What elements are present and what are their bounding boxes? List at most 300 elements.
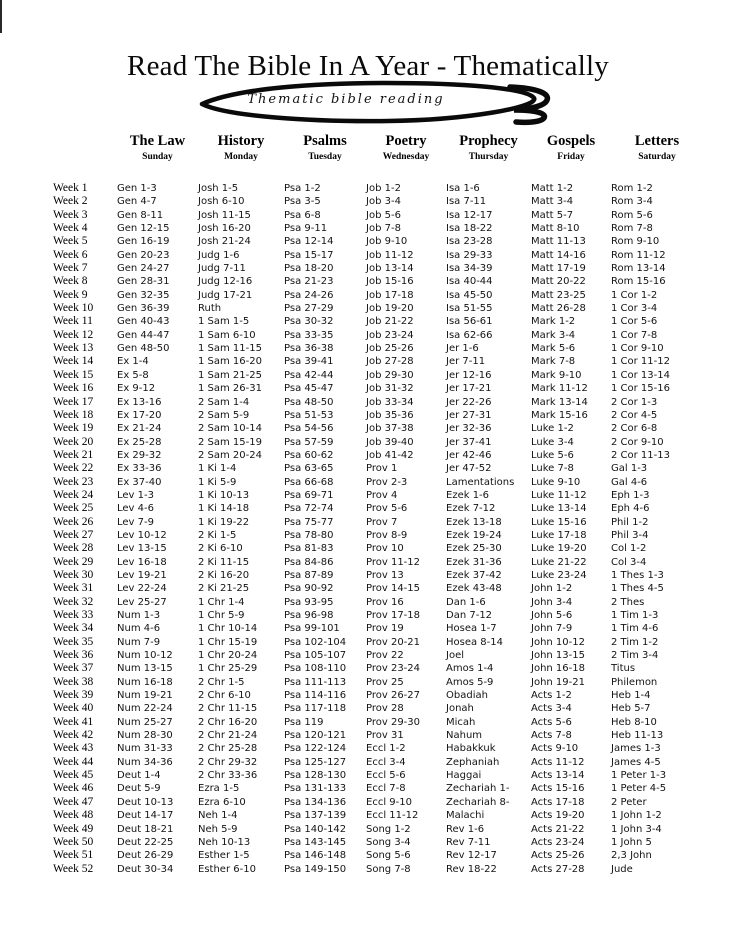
reading-cell: 2 Chr 29-32	[198, 756, 258, 768]
reading-cell: Neh 10-13	[198, 836, 251, 848]
column-header-day: Friday	[557, 152, 585, 162]
reading-cell: Psa 6-8	[284, 209, 321, 221]
reading-cell: John 7-9	[531, 623, 573, 635]
reading-cell: Acts 13-14	[531, 770, 585, 782]
reading-cell: Psa 105-107	[284, 650, 347, 662]
reading-cell: 1 Chr 5-9	[198, 610, 245, 621]
reading-cell: Psa 149-150	[284, 863, 347, 875]
week-label: Week 11	[53, 315, 93, 328]
reading-cell: Rom 13-14	[611, 263, 666, 275]
reading-cell: Eph 1-3	[611, 489, 650, 501]
reading-cell: Job 29-30	[366, 369, 414, 381]
reading-cell: Mark 13-14	[531, 396, 588, 408]
reading-cell: 2 Chr 11-15	[198, 703, 258, 715]
reading-cell: Hosea 1-7	[446, 623, 497, 635]
reading-cell: Acts 19-20	[531, 810, 585, 822]
column-header-label: History	[217, 133, 265, 149]
reading-cell: Prov 31	[366, 730, 404, 742]
reading-cell: Psa 9-11	[284, 223, 328, 235]
reading-cell: Rom 11-12	[611, 249, 666, 261]
table-row	[53, 823, 713, 836]
week-label: Week 22	[53, 462, 94, 475]
reading-cell: 1 Ki 10-13	[198, 489, 250, 501]
reading-cell: Prov 25	[366, 676, 404, 688]
reading-cell: Deut 18-21	[117, 823, 174, 835]
week-label: Week 16	[53, 382, 94, 395]
column-header-prophecy	[446, 133, 531, 165]
reading-cell: 1 Sam 16-20	[198, 356, 262, 368]
reading-cell: John 13-15	[531, 650, 585, 662]
reading-cell: John 5-6	[531, 610, 573, 621]
reading-cell: Prov 8-9	[366, 529, 408, 541]
reading-cell: Ezek 7-12	[446, 503, 496, 515]
table-row	[53, 235, 713, 248]
column-header-day: Wednesday	[382, 152, 430, 162]
reading-cell: 1 John 3-4	[611, 823, 662, 835]
reading-cell: 2,3 John	[611, 850, 652, 862]
week-label: Week 49	[53, 822, 94, 835]
reading-cell: Num 4-6	[117, 623, 161, 635]
week-label: Week 50	[53, 835, 94, 848]
week-label: Week 7	[53, 262, 88, 275]
column-header-label: Poetry	[385, 133, 427, 149]
table-row	[53, 662, 713, 675]
reading-cell: Psa 84-86	[284, 556, 334, 568]
reading-cell: Mark 15-16	[531, 409, 588, 421]
reading-cell: Acts 5-6	[531, 716, 572, 728]
reading-cell: Isa 40-44	[446, 276, 493, 288]
reading-cell: Job 37-38	[366, 423, 414, 435]
reading-cell: Rom 3-4	[611, 196, 653, 208]
reading-cell: Malachi	[446, 810, 485, 822]
week-label: Week 31	[53, 582, 94, 595]
table-rows	[53, 182, 713, 876]
reading-cell: Amos 5-9	[446, 676, 494, 688]
week-label: Week 3	[53, 208, 88, 221]
reading-cell: 1 Ki 5-9	[198, 476, 237, 488]
reading-cell: Psa 39-41	[284, 356, 334, 368]
reading-cell: Mark 5-6	[531, 343, 576, 355]
reading-cell: Acts 15-16	[531, 783, 585, 795]
reading-cell: 1 Sam 21-25	[198, 369, 262, 381]
reading-cell: Zechariah 8-	[446, 796, 510, 808]
reading-cell: Philemon	[611, 676, 658, 688]
reading-cell: 2 Peter	[611, 796, 647, 808]
reading-cell: 2 Sam 1-4	[198, 396, 250, 408]
reading-cell: 2 Chr 1-5	[198, 676, 245, 688]
reading-cell: 2 Chr 6-10	[198, 690, 251, 702]
reading-cell: Psa 90-92	[284, 583, 334, 595]
table-row	[53, 529, 713, 542]
reading-cell: 2 Cor 4-5	[611, 409, 658, 421]
reading-cell: Deut 5-9	[117, 783, 161, 795]
table-row	[53, 182, 713, 195]
reading-cell: Acts 11-12	[531, 756, 585, 768]
reading-cell: Ezek 43-48	[446, 583, 502, 595]
table-row	[53, 609, 713, 622]
reading-cell: Prov 2-3	[366, 476, 408, 488]
reading-cell: Matt 3-4	[531, 196, 574, 208]
week-label: Week 39	[53, 689, 94, 702]
reading-cell: Psa 18-20	[284, 263, 334, 275]
reading-cell: Jer 7-11	[446, 356, 486, 368]
reading-cell: Ezek 13-18	[446, 516, 502, 528]
table-row	[53, 836, 713, 849]
column-header-day: Tuesday	[308, 152, 342, 162]
reading-cell: Gen 28-31	[117, 276, 170, 288]
reading-cell: 1 Tim 4-6	[611, 623, 659, 635]
reading-cell: 2 Thes	[611, 596, 645, 608]
reading-cell: Gal 4-6	[611, 476, 648, 488]
reading-cell: Psa 45-47	[284, 383, 334, 395]
week-label: Week 33	[53, 609, 94, 621]
reading-cell: Rom 15-16	[611, 276, 666, 288]
reading-cell: Psa 24-26	[284, 289, 334, 301]
reading-cell: Acts 1-2	[531, 690, 572, 702]
reading-cell: Eccl 5-6	[366, 770, 406, 782]
reading-cell: Psa 66-68	[284, 476, 334, 488]
reading-cell: Rom 1-2	[611, 183, 653, 194]
reading-cell: 1 Cor 7-8	[611, 329, 658, 341]
reading-cell: Num 22-24	[117, 703, 173, 715]
reading-cell: Deut 30-34	[117, 863, 174, 875]
reading-cell: Heb 8-10	[611, 716, 657, 728]
reading-cell: Ex 17-20	[117, 409, 162, 421]
reading-cell: Deut 14-17	[117, 810, 174, 822]
reading-cell: Psa 119	[284, 716, 324, 728]
reading-cell: Psa 102-104	[284, 636, 347, 648]
week-label: Week 52	[53, 862, 94, 875]
reading-cell: Eccl 11-12	[366, 810, 419, 822]
table-row	[53, 729, 713, 742]
reading-cell: Psa 140-142	[284, 823, 347, 835]
reading-cell: Luke 23-24	[531, 569, 587, 581]
reading-cell: Esther 6-10	[198, 863, 256, 875]
reading-cell: Psa 57-59	[284, 436, 334, 448]
reading-cell: Ezek 37-42	[446, 569, 502, 581]
reading-cell: Gen 36-39	[117, 303, 170, 315]
reading-cell: Dan 1-6	[446, 596, 486, 608]
reading-cell: Esther 1-5	[198, 850, 250, 862]
reading-cell: Song 5-6	[366, 850, 411, 862]
reading-cell: Gen 16-19	[117, 236, 170, 248]
reading-cell: 1 Chr 1-4	[198, 596, 245, 608]
week-label: Week 14	[53, 355, 94, 368]
table-row	[53, 769, 713, 782]
reading-cell: Ex 29-32	[117, 449, 162, 461]
table-row	[53, 476, 713, 489]
reading-cell: Psa 54-56	[284, 423, 334, 435]
week-label: Week 29	[53, 555, 94, 568]
reading-cell: Obadiah	[446, 690, 488, 702]
column-header-day: Sunday	[142, 152, 173, 162]
week-label: Week 32	[53, 595, 94, 608]
week-label: Week 38	[53, 675, 94, 688]
reading-cell: Prov 17-18	[366, 610, 421, 621]
reading-cell: Job 27-28	[366, 356, 414, 368]
reading-cell: Matt 1-2	[531, 183, 574, 194]
reading-cell: Job 41-42	[366, 449, 414, 461]
reading-cell: Matt 26-28	[531, 303, 586, 315]
reading-cell: Ex 9-12	[117, 383, 156, 395]
table-row	[53, 409, 713, 422]
reading-cell: Jer 27-31	[446, 409, 492, 421]
reading-cell: Gen 1-3	[117, 183, 157, 194]
reading-cell: Ezek 25-30	[446, 543, 502, 555]
reading-cell: Psa 1-2	[284, 183, 321, 194]
reading-cell: Ezek 31-36	[446, 556, 502, 568]
table-row	[53, 422, 713, 435]
reading-cell: Psa 117-118	[284, 703, 347, 715]
table-row	[53, 596, 713, 609]
reading-cell: Deut 26-29	[117, 850, 174, 862]
reading-cell: 1 Cor 3-4	[611, 303, 658, 315]
reading-cell: Psa 48-50	[284, 396, 334, 408]
reading-cell: Ex 5-8	[117, 369, 149, 381]
reading-cell: Psa 99-101	[284, 623, 340, 635]
reading-cell: 2 Cor 1-3	[611, 396, 658, 408]
week-label: Week 48	[53, 809, 94, 822]
reading-cell: Psa 75-77	[284, 516, 334, 528]
reading-cell: Prov 19	[366, 623, 404, 635]
reading-cell: Rev 7-11	[446, 836, 491, 848]
week-label: Week 5	[53, 235, 88, 248]
reading-cell: Jer 37-41	[446, 436, 492, 448]
reading-cell: Gen 24-27	[117, 263, 170, 275]
reading-cell: Jonah	[446, 703, 474, 715]
reading-cell: Eccl 1-2	[366, 743, 406, 755]
reading-cell: 2 Chr 21-24	[198, 730, 258, 742]
reading-cell: Josh 1-5	[198, 183, 239, 194]
reading-cell: 2 Sam 15-19	[198, 436, 262, 448]
reading-cell: Psa 72-74	[284, 503, 334, 515]
reading-cell: Neh 5-9	[198, 823, 238, 835]
table-row	[53, 702, 713, 715]
reading-cell: Josh 21-24	[198, 236, 251, 248]
week-label: Week 24	[53, 488, 94, 501]
reading-cell: Prov 29-30	[366, 716, 421, 728]
reading-cell: Acts 27-28	[531, 863, 585, 875]
column-header-day: Saturday	[638, 152, 676, 162]
reading-cell: Psa 120-121	[284, 730, 347, 742]
reading-cell: Psa 33-35	[284, 329, 334, 341]
reading-cell: Psa 12-14	[284, 236, 334, 248]
reading-cell: 1 Ki 19-22	[198, 516, 250, 528]
table-row	[53, 756, 713, 769]
reading-cell: Eccl 9-10	[366, 796, 412, 808]
reading-cell: Isa 12-17	[446, 209, 493, 221]
reading-cell: Prov 26-27	[366, 690, 421, 702]
reading-cell: Jer 1-6	[446, 343, 479, 355]
reading-cell: 2 Tim 3-4	[611, 650, 659, 662]
reading-cell: Num 28-30	[117, 730, 173, 742]
table-row	[53, 622, 713, 635]
table-row	[53, 849, 713, 862]
reading-cell: Judg 7-11	[198, 263, 246, 275]
reading-cell: Isa 51-55	[446, 303, 493, 315]
reading-cell: John 19-21	[531, 676, 585, 688]
reading-cell: Josh 11-15	[198, 209, 251, 221]
reading-cell: Amos 1-4	[446, 663, 494, 675]
reading-cell: 1 Sam 11-15	[198, 343, 262, 355]
reading-cell: Psa 21-23	[284, 276, 334, 288]
reading-cell: Psa 122-124	[284, 743, 347, 755]
reading-cell: 2 Ki 11-15	[198, 556, 250, 568]
reading-cell: Luke 3-4	[531, 436, 574, 448]
reading-cell: Num 13-15	[117, 663, 173, 675]
table-row	[53, 863, 713, 876]
reading-cell: Acts 3-4	[531, 703, 572, 715]
reading-cell: Gen 48-50	[117, 343, 170, 355]
reading-cell: Acts 17-18	[531, 796, 585, 808]
reading-cell: Isa 56-61	[446, 316, 493, 328]
reading-cell: 1 Chr 15-19	[198, 636, 258, 648]
reading-cell: Prov 14-15	[366, 583, 421, 595]
reading-cell: 1 Thes 1-3	[611, 569, 664, 581]
reading-cell: Song 7-8	[366, 863, 411, 875]
reading-cell: Num 34-36	[117, 756, 173, 768]
reading-cell: 1 Cor 5-6	[611, 316, 658, 328]
reading-cell: Isa 29-33	[446, 249, 493, 261]
reading-cell: Ezra 1-5	[198, 783, 240, 795]
reading-cell: Isa 45-50	[446, 289, 493, 301]
reading-cell: Haggai	[446, 770, 482, 782]
week-label: Week 35	[53, 635, 94, 648]
reading-cell: 1 Cor 11-12	[611, 356, 670, 368]
table-row	[53, 249, 713, 262]
reading-cell: Rev 12-17	[446, 850, 497, 862]
reading-cell: 1 Sam 26-31	[198, 383, 262, 395]
week-label: Week 27	[53, 528, 94, 541]
reading-cell: 1 Chr 25-29	[198, 663, 258, 675]
reading-cell: Job 3-4	[366, 196, 401, 208]
reading-cell: Jer 47-52	[446, 463, 492, 475]
table-row	[53, 676, 713, 689]
reading-cell: Nahum	[446, 730, 483, 742]
reading-cell: Hosea 8-14	[446, 636, 504, 648]
week-label: Week 41	[53, 715, 94, 728]
reading-cell: 1 John 1-2	[611, 810, 662, 822]
reading-cell: Gal 1-3	[611, 463, 648, 475]
reading-cell: Psa 78-80	[284, 529, 334, 541]
reading-cell: Num 19-21	[117, 690, 173, 702]
reading-cell: 2 Sam 10-14	[198, 423, 262, 435]
table-row	[53, 782, 713, 795]
reading-cell: Isa 62-66	[446, 329, 493, 341]
reading-cell: 1 Ki 14-18	[198, 503, 250, 515]
reading-cell: Matt 11-13	[531, 236, 586, 248]
reading-cell: 1 Peter 1-3	[611, 770, 667, 782]
reading-cell: Jer 32-36	[446, 423, 492, 435]
reading-cell: Rom 7-8	[611, 223, 653, 235]
reading-cell: 1 Chr 10-14	[198, 623, 258, 635]
table-row	[53, 636, 713, 649]
column-header-day: Thursday	[468, 152, 509, 162]
reading-cell: John 16-18	[531, 663, 585, 675]
week-label: Week 23	[53, 475, 94, 488]
table-row	[53, 355, 713, 368]
reading-cell: Prov 11-12	[366, 556, 421, 568]
reading-cell: 2 Ki 6-10	[198, 543, 243, 555]
reading-cell: Acts 21-22	[531, 823, 585, 835]
reading-cell: Ezra 6-10	[198, 796, 246, 808]
reading-cell: Col 1-2	[611, 543, 647, 555]
reading-cell: Luke 21-22	[531, 556, 587, 568]
week-label: Week 10	[53, 302, 94, 315]
week-label: Week 2	[53, 195, 88, 208]
reading-cell: Psa 114-116	[284, 690, 347, 702]
table-row	[53, 542, 713, 555]
reading-cell: Eph 4-6	[611, 503, 650, 515]
reading-cell: 2 Cor 11-13	[611, 449, 670, 461]
reading-cell: Jer 22-26	[446, 396, 492, 408]
reading-cell: Job 9-10	[366, 236, 408, 248]
table-row	[53, 742, 713, 755]
reading-cell: John 10-12	[531, 636, 585, 648]
reading-cell: 2 Cor 6-8	[611, 423, 658, 435]
week-label: Week 34	[53, 622, 94, 635]
reading-cell: Psa 87-89	[284, 569, 334, 581]
reading-cell: Job 33-34	[366, 396, 414, 408]
reading-cell: Deut 1-4	[117, 770, 161, 782]
reading-cell: Psa 3-5	[284, 196, 321, 208]
table-row	[53, 516, 713, 529]
reading-cell: Judg 1-6	[198, 249, 240, 261]
reading-cell: Mark 1-2	[531, 316, 576, 328]
reading-plan-table	[53, 133, 713, 876]
reading-cell: Psa 143-145	[284, 836, 347, 848]
reading-cell: Matt 14-16	[531, 249, 586, 261]
reading-cell: Gen 8-11	[117, 209, 164, 221]
reading-cell: Lamentations	[446, 476, 515, 488]
reading-cell: Gen 20-23	[117, 249, 170, 261]
week-label: Week 36	[53, 649, 94, 662]
table-row	[53, 195, 713, 208]
reading-cell: Psa 81-83	[284, 543, 334, 555]
reading-cell: Acts 9-10	[531, 743, 579, 755]
reading-cell: Matt 17-19	[531, 263, 586, 275]
table-row	[53, 289, 713, 302]
reading-cell: Psa 111-113	[284, 676, 347, 688]
reading-cell: Lev 13-15	[117, 543, 167, 555]
reading-cell: Acts 25-26	[531, 850, 585, 862]
reading-cell: Num 10-12	[117, 650, 173, 662]
table-row	[53, 396, 713, 409]
reading-cell: Josh 6-10	[198, 196, 245, 208]
reading-cell: Jude	[611, 863, 633, 875]
reading-cell: Acts 23-24	[531, 836, 585, 848]
reading-cell: Psa 93-95	[284, 596, 334, 608]
reading-cell: Luke 15-16	[531, 516, 587, 528]
week-label: Week 43	[53, 742, 94, 755]
reading-cell: Job 13-14	[366, 263, 414, 275]
week-label: Week 18	[53, 408, 94, 421]
reading-cell: Eccl 3-4	[366, 756, 406, 768]
reading-cell: Habakkuk	[446, 743, 496, 755]
reading-cell: Lev 10-12	[117, 529, 167, 541]
reading-cell: Prov 7	[366, 516, 398, 528]
thematic-logo	[196, 79, 552, 127]
reading-cell: 2 Ki 1-5	[198, 529, 237, 541]
column-header-letters	[611, 133, 703, 165]
reading-cell: Mark 11-12	[531, 383, 588, 395]
week-label: Week 51	[53, 849, 94, 862]
week-label: Week 13	[53, 342, 94, 355]
scan-edge-artifact	[0, 0, 2, 33]
reading-cell: Psa 128-130	[284, 770, 347, 782]
reading-cell: Luke 11-12	[531, 489, 587, 501]
reading-cell: 2 Cor 9-10	[611, 436, 664, 448]
